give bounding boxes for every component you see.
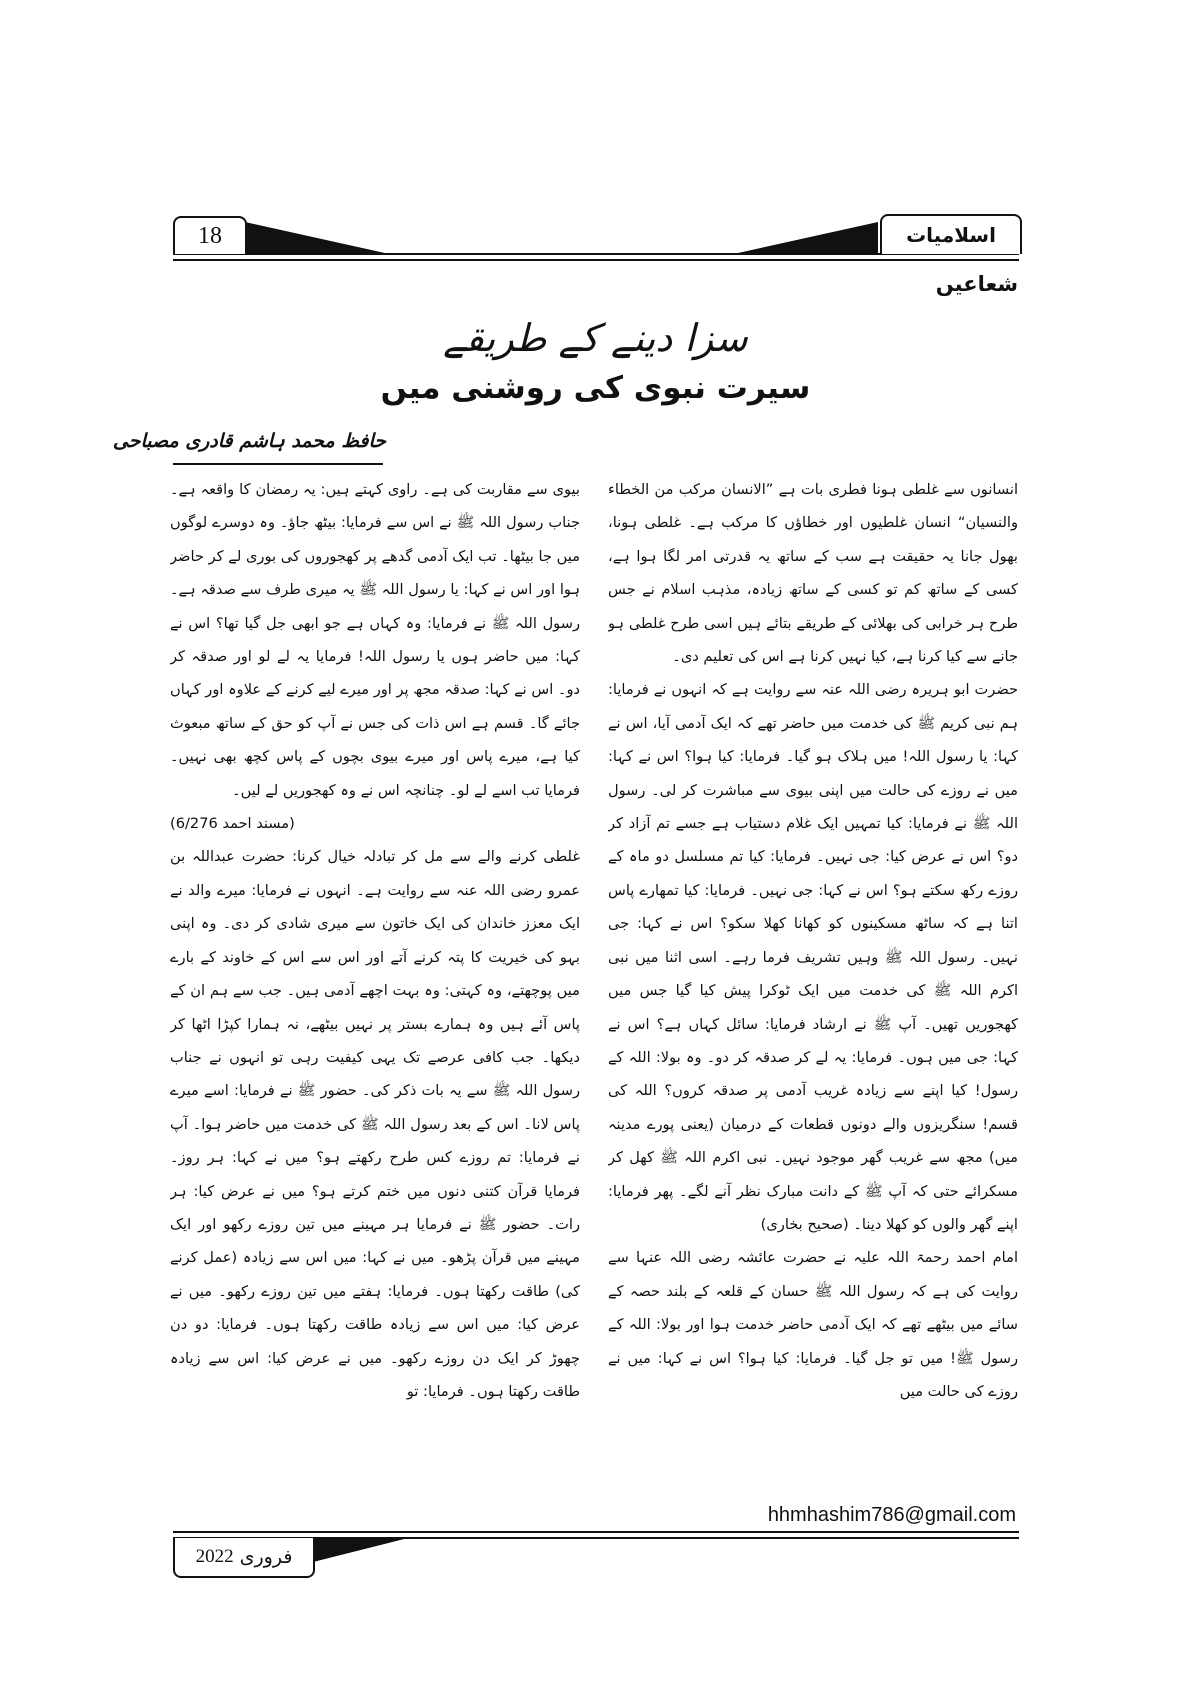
author-underline (173, 463, 383, 465)
section-label: اسلامیات (880, 214, 1022, 254)
footer-rule-top (173, 1531, 1019, 1533)
footer-wedge (313, 1538, 408, 1562)
paragraph (170, 473, 580, 840)
author-email: hhmhashim786@gmail.com (767, 1504, 1016, 1526)
issue-month: فروری (239, 1546, 293, 1568)
page-number: 18 (173, 216, 247, 254)
article-subtitle: سیرت نبوی کی روشنی میں (380, 370, 811, 406)
header-wedge-right (738, 222, 878, 253)
header-rule-bottom (173, 259, 1019, 261)
paragraph-text: بیوی سے مقاربت کی ہے۔ راوی کہتے ہیں: یہ رمضان کا واقعہ ہے۔ جناب رسول اللہ ﷺ نے اس سے فرمایا: بیٹھ جاؤ۔ وہ دوسرے لوگوں میں جا بیٹھا۔ تب ایک آدمی گدھے پر کھجوروں کی بوری لے کر حاضر ہوا اور اس نے کہا: یا رسول اللہ ﷺ یہ میری طرف سے صدقہ ہے۔ رسول اللہ ﷺ نے فرمایا: وہ کہاں ہے جو ابھی جل گیا تھا؟ اس نے کہا: میں حاضر ہوں یا رسول اللہ! فرمایا یہ لے لو اور صدقہ کر دو۔ اس نے کہا: صدقہ مجھ پر اور میرے لیے کرنے کے علاوہ اور کہاں جائے گا۔ قسم ہے اس ذات کی جس نے آپ کو حق کے ساتھ مبعوث کیا ہے، میرے پاس اور میرے بیوی بچوں کے پاس کچھ بھی نہیں۔ فرمایا تب اسے لے لو۔ چنانچہ اس نے وہ کھجوریں لے لیں۔ (170, 481, 580, 799)
paragraph: حضرت ابو ہریرہ رضی اللہ عنہ سے روایت ہے کہ انہوں نے فرمایا: ہم نبی کریم ﷺ کی خدمت میں حاضر تھے کہ ایک آدمی آیا، اس نے کہا: یا رسول اللہ! میں ہلاک ہو گیا۔ فرمایا: کیا ہوا؟ اس نے کہا: میں نے روزے کی حالت میں اپنی بیوی سے مباشرت کر لی۔ رسول اللہ ﷺ نے فرمایا: کیا تمہیں ایک غلام دستیاب ہے جسے تم آزاد کر دو؟ اس نے عرض کیا: جی نہیں۔ فرمایا: کیا تم مسلسل دو ماہ کے روزے رکھ سکتے ہو؟ اس نے کہا: جی نہیں۔ فرمایا: کیا تمھارے پاس اتنا ہے کہ ساٹھ مسکینوں کو کھانا کھلا سکو؟ اس نے کہا: جی نہیں۔ رسول اللہ ﷺ وہیں تشریف فرما رہے۔ اسی اثنا میں نبی اکرم اللہ ﷺ کی خدمت میں ایک ٹوکرا پیش کیا گیا جس میں کھجوریں تھیں۔ آپ ﷺ نے ارشاد فرمایا: سائل کہاں ہے؟ اس نے کہا: جی میں ہوں۔ فرمایا: یہ لے کر صدقہ کر دو۔ وہ بولا: اللہ کے رسول! کیا اپنے سے زیادہ غریب آدمی پر صدقہ کروں؟ اللہ کی قسم! سنگریزوں والے دونوں قطعات کے درمیان (یعنی پورے مدینہ میں) مجھ سے غریب گھر موجود نہیں۔ نبی اکرم اللہ ﷺ کھل کر مسکرائے حتی کہ آپ ﷺ کے دانت مبارک نظر آنے لگے۔ پھر فرمایا: اپنے گھر والوں کو کھلا دینا۔ (صحیح بخاری) (608, 681, 1018, 1233)
paragraph: انسانوں سے غلطی ہونا فطری بات ہے ”الانسان مرکب من الخطاء والنسیان“ انسان غلطیوں اور خطاؤں کا مرکب ہے۔ غلطی ہونا، بھول جانا یہ حقیقت ہے سب کے ساتھ یہ قدرتی امر لگا ہوا ہے، کسی کے ساتھ کم تو کسی کے ساتھ زیادہ، مذہب اسلام نے جس طرح ہر خرابی کی بھلائی کے طریقے بتائے ہیں اسی طرح غلطی ہو جانے سے کیا کرنا ہے، کیا نہیں کرنا ہے اس کی تعلیم دی۔ (608, 481, 1018, 666)
column-left (170, 473, 580, 1533)
issue-date (173, 1538, 315, 1578)
article-title: سزا دینے کے طریقے (443, 316, 748, 360)
paragraph: غلطی کرنے والے سے مل کر تبادلہ خیال کرنا: حضرت عبداللہ بن عمرو رضی اللہ عنہ سے روایت ہے۔ انہوں نے فرمایا: میرے والد نے ایک معزز خاندان کی ایک خاتون سے میری شادی کر دی۔ وہ اپنی بہو کی خیریت کا پتہ کرنے آتے اور اس سے اس کے خاوند کے بارے میں پوچھتے، وہ کہتی: وہ بہت اچھے آدمی ہیں۔ جب سے ہم ان کے پاس آئے ہیں وہ ہمارے بستر پر نہیں بیٹھے، نہ ہمارا کپڑا اٹھا کر دیکھا۔ جب کافی عرصے تک یہی کیفیت رہی تو انہوں نے جناب رسول اللہ ﷺ سے یہ بات ذکر کی۔ حضور ﷺ نے فرمایا: اسے میرے پاس لانا۔ اس کے بعد رسول اللہ ﷺ کی خدمت میں حاضر ہوا۔ آپ نے فرمایا: تم روزے کس طرح رکھتے ہو؟ میں نے کہا: ہر روز۔ فرمایا قرآن کتنی دنوں میں ختم کرتے ہو؟ میں نے عرض کیا: ہر رات۔ حضور ﷺ نے فرمایا ہر مہینے میں تین روزے رکھو اور ایک مہینے میں قرآن پڑھو۔ میں نے کہا: میں اس سے زیادہ (عمل کرنے کی) طاقت رکھتا ہوں۔ فرمایا: ہفتے میں تین روزے رکھو۔ میں نے عرض کیا: میں اس سے زیادہ طاقت رکھتا ہوں۔ فرمایا: دو دن چھوڑ کر ایک دن روزے رکھو۔ میں نے عرض کیا: اس سے زیادہ طاقت رکھتا ہوں۔ فرمایا: تو (170, 848, 580, 1400)
column-right (608, 473, 1018, 1533)
category-label: شعاعیں (935, 272, 1018, 296)
citation: (مسند احمد 6/276) (170, 815, 295, 833)
issue-year: 2022 (195, 1546, 234, 1567)
header-wedge-left (245, 222, 385, 253)
paragraph: امام احمد رحمۃ اللہ علیہ نے حضرت عائشہ رضی اللہ عنہا سے روایت کی ہے کہ رسول اللہ ﷺ حسان کے قلعہ کے بلند حصہ کے سائے میں بیٹھے تھے کہ ایک آدمی حاضر خدمت ہوا اور بولا: اللہ کے رسول ﷺ! میں تو جل گیا۔ فرمایا: کیا ہوا؟ اس نے کہا: میں نے روزے کی حالت میں (608, 1249, 1018, 1400)
author-name: حافظ محمد ہاشم قادری مصباحی (112, 430, 386, 452)
